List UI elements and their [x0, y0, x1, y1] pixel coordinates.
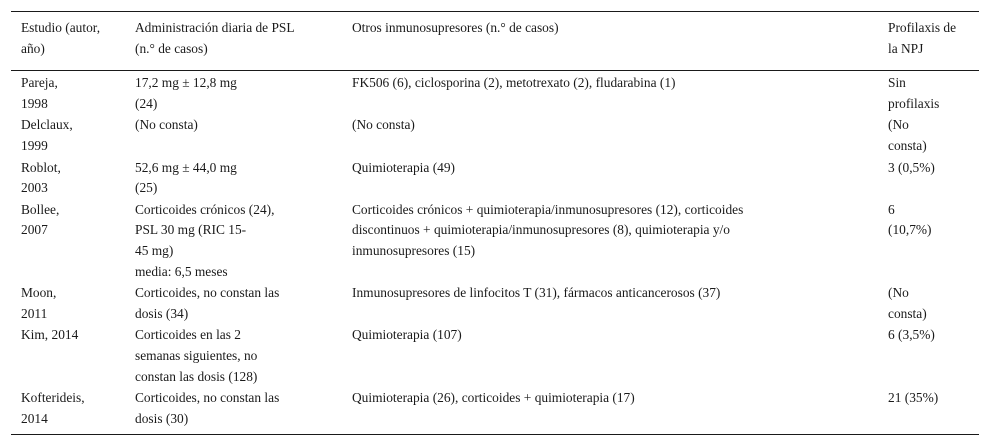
cell-psl-dose: Corticoides en las 2 semanas siguientes, no constan las dosis (128): [135, 327, 258, 384]
header-prophylaxis: Profilaxis de la NPJ: [888, 20, 957, 56]
cell-psl-dose: Corticoides, no constan las dosis (34): [135, 285, 280, 321]
header-other-immunosuppressants: Otros inmunosupresores (n.° de casos): [352, 20, 559, 35]
cell-other-immunosuppressants: Quimioterapia (49): [352, 159, 455, 175]
cell-other-immunosuppressants: Quimioterapia (26), corticoides + quimioterapia (17): [352, 390, 635, 406]
table-body: [11, 71, 979, 435]
cell-prophylaxis: 3 (0,5%): [888, 159, 935, 175]
table-row: [11, 387, 979, 435]
cell-study: Pareja, 1998: [21, 75, 58, 111]
cell-study: Delclaux, 1999: [21, 117, 73, 153]
header-study: Estudio (autor, año): [21, 20, 101, 56]
cell-study: Moon, 2011: [21, 285, 57, 321]
cell-psl-dose: 17,2 mg ± 12,8 mg (24): [135, 75, 237, 111]
cell-other-immunosuppressants: Quimioterapia (107): [352, 327, 462, 343]
cell-study: Kofterideis, 2014: [21, 390, 85, 426]
cell-other-immunosuppressants: FK506 (6), ciclosporina (2), metotrexato (2), fludarabina (1): [352, 75, 676, 91]
cell-psl-dose: Corticoides crónicos (24), PSL 30 mg (RIC 15- 45 mg) media: 6,5 meses: [135, 201, 275, 279]
cell-prophylaxis: 6 (10,7%): [888, 201, 932, 238]
cell-study: Roblot, 2003: [21, 159, 61, 196]
cell-other-immunosuppressants: Inmunosupresores de linfocitos T (31), fármacos anticancerosos (37): [352, 285, 721, 301]
table-row: [11, 71, 979, 115]
cell-psl-dose: 52,6 mg ± 44,0 mg (25): [135, 159, 237, 196]
cell-prophylaxis: (No consta): [888, 285, 927, 321]
cell-psl-dose: (No consta): [135, 117, 198, 133]
cell-study: Bollee, 2007: [21, 201, 60, 238]
cell-prophylaxis: 6 (3,5%): [888, 327, 935, 343]
cell-study: Kim, 2014: [21, 327, 79, 343]
cell-psl-dose: Corticoides, no constan las dosis (30): [135, 390, 280, 426]
header-psl-dose: Administración diaria de PSL (n.° de casos): [135, 20, 295, 56]
cell-prophylaxis: 21 (35%): [888, 390, 939, 406]
table-row: [11, 114, 979, 156]
table-row: [11, 282, 979, 324]
cell-other-immunosuppressants: Corticoides crónicos + quimioterapia/inmunosupresores (12), corticoides discontinuos + quimioterapia/inmunosupresores (8), quimioterapia y/o inmunosupresores (15): [352, 201, 744, 258]
table-row: [11, 157, 979, 199]
table-row: [11, 324, 979, 387]
cell-prophylaxis: Sin profilaxis: [888, 75, 940, 111]
cell-prophylaxis: (No consta): [888, 117, 927, 153]
table-row: [11, 199, 979, 282]
header-row: [11, 12, 979, 71]
table-header: [11, 12, 979, 71]
cell-other-immunosuppressants: (No consta): [352, 117, 415, 133]
studies-table: [11, 11, 979, 435]
table-container: [11, 11, 979, 435]
